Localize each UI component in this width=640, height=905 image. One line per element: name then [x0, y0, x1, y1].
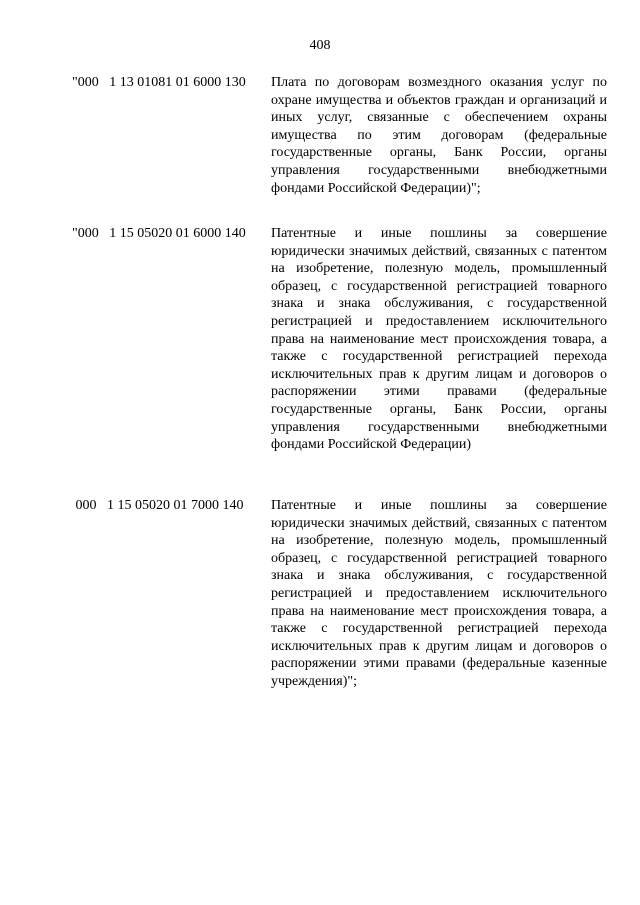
classification-code: 000 1 15 05020 01 7000 140 — [72, 498, 244, 513]
classification-code: "000 1 15 05020 01 6000 140 — [72, 226, 246, 241]
revenue-description: Плата по договорам возмездного оказания услуг по охране имущества и объектов граждан и организаций и иных услуг, связанные с обеспечением охраны имущества по этим договорам (федеральные государственные органы, Банк России, органы управления государственными внебюджетными фондами Российской Федерации)"; — [271, 75, 607, 196]
classification-code: "000 1 13 01081 01 6000 130 — [72, 75, 246, 90]
revenue-description: Патентные и иные пошлины за совершение юридически значимых действий, связанных с патентом на изобретение, полезную модель, промышленный образец, с государственной регистрацией товарного знака и знака обслуживания, с государственной регистрацией и предоставлением исключительного права на наименование мест происхождения товара, а также с государственной регистрацией перехода исключительных прав к другим лицам и договоров о распоряжении этими правами (федеральные государственные органы, Банк России, органы управления государственными внебюджетными фондами Российской Федерации) — [271, 226, 607, 453]
page-number: 408 — [309, 38, 331, 53]
revenue-description: Патентные и иные пошлины за совершение юридически значимых действий, связанных с патентом на изобретение, полезную модель, промышленный образец, с государственной регистрацией товарного знака и знака обслуживания, с государственной регистрацией и предоставлением исключительного права на наименование мест происхождения товара, а также с государственной регистрацией перехода исключительных прав к другим лицам и договоров о распоряжении этими правами (федеральные казенные учреждения)"; — [271, 498, 607, 689]
